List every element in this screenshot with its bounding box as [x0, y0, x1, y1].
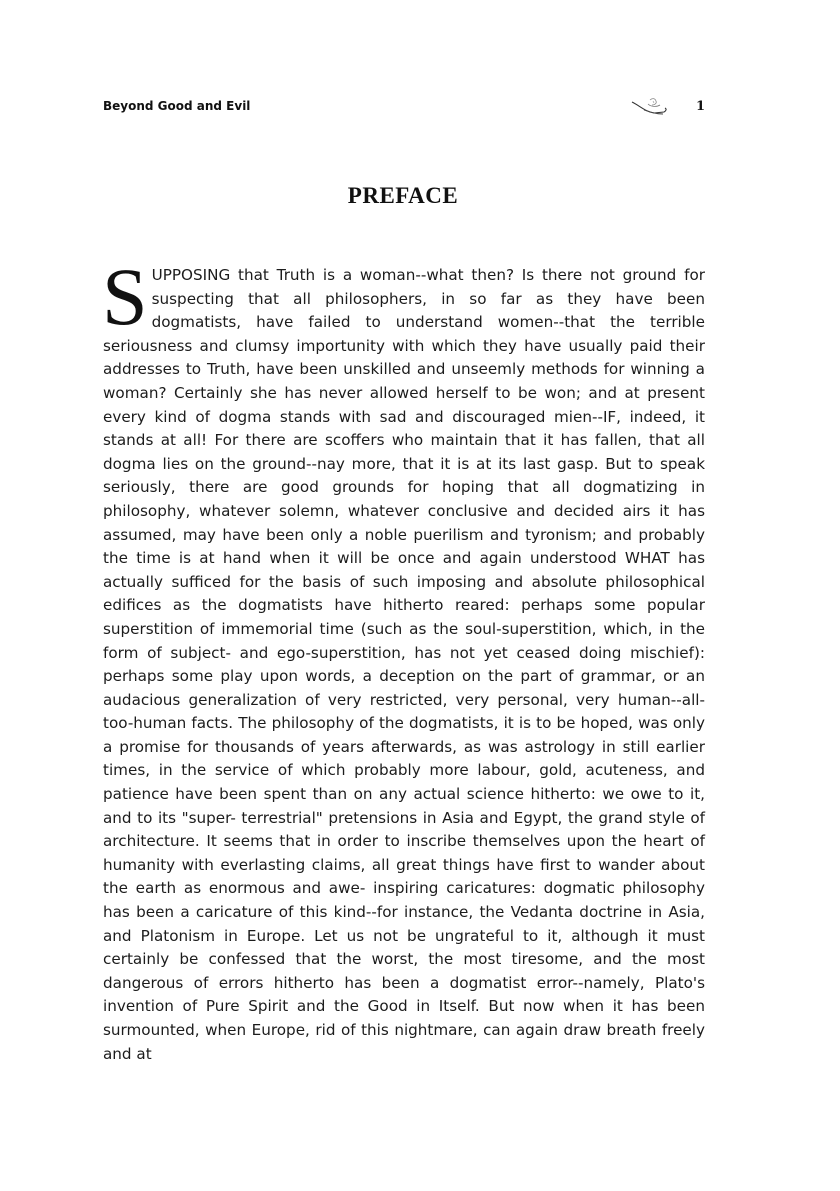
page-number: 1: [696, 99, 706, 114]
hand-book-ornament-icon: [630, 96, 670, 120]
chapter-title: PREFACE: [347, 183, 459, 208]
drop-cap-letter: S: [102, 251, 148, 342]
running-head-book-title: Beyond Good and Evil: [103, 99, 251, 113]
paragraph-text: UPPOSING that Truth is a woman--what then? Is there not ground for suspecting that all philosophers, in so far as they have been dogmatists, have failed to understand women--that the terrible seriousness and clumsy importunity with which they have usually paid their addresses to Truth, have been unskilled and unseemly methods for winning a woman? Certainly she has never allowed herself to be won; and at present every kind of dogma stands with sad and discouraged mien--IF, indeed, it stands at all! For there are scoffers who maintain that it has fallen, that all dogma lies on the ground--nay more, that it is at its last gasp. But to speak seriously, there are good grounds for hoping that all dogmatizing in philosophy, whatever solemn, whatever conclusive and decided airs it has assumed, may have been only a noble puerilism and tyronism; and probably the time is at hand when it will be once and again understood WHAT has actually sufficed for the basis of such imposing and absolute philosophical edifices as the dogmatists have hitherto reared: perhaps some popular superstition of immemorial time (such as the soul-superstition, which, in the form of subject- and ego-superstition, has not yet ceased doing mischief): perhaps some play upon words, a deception on the part of grammar, or an audacious generalization of very restricted, very personal, very human--all-too-human facts. The philosophy of the dogmatists, it is to be hoped, was only a promise for thousands of years afterwards, as was astrology in still earlier times, in the service of which probably more labour, gold, acuteness, and patience have been spent than on any actual science hitherto: we owe to it, and to its "super- terrestrial" pretensions in Asia and Egypt, the grand style of architecture. It seems that in order to inscribe themselves upon the heart of humanity with everlasting claims, all great things have first to wander about the earth as enormous and awe- inspiring caricatures: dogmatic philosophy has been a caricature of this kind--for instance, the Vedanta doctrine in Asia, and Platonism in Europe. Let us not be ungrateful to it, although it must certainly be confessed that the worst, the most tiresome, and the most dangerous of errors hitherto has been a dogmatist error--namely, Plato's invention of Pure Spirit and the Good in Itself. But now when it has been surmounted, when Europe, rid of this nightmare, can again draw breath freely and at: [103, 266, 705, 1063]
body-paragraph: [102, 251, 705, 1066]
